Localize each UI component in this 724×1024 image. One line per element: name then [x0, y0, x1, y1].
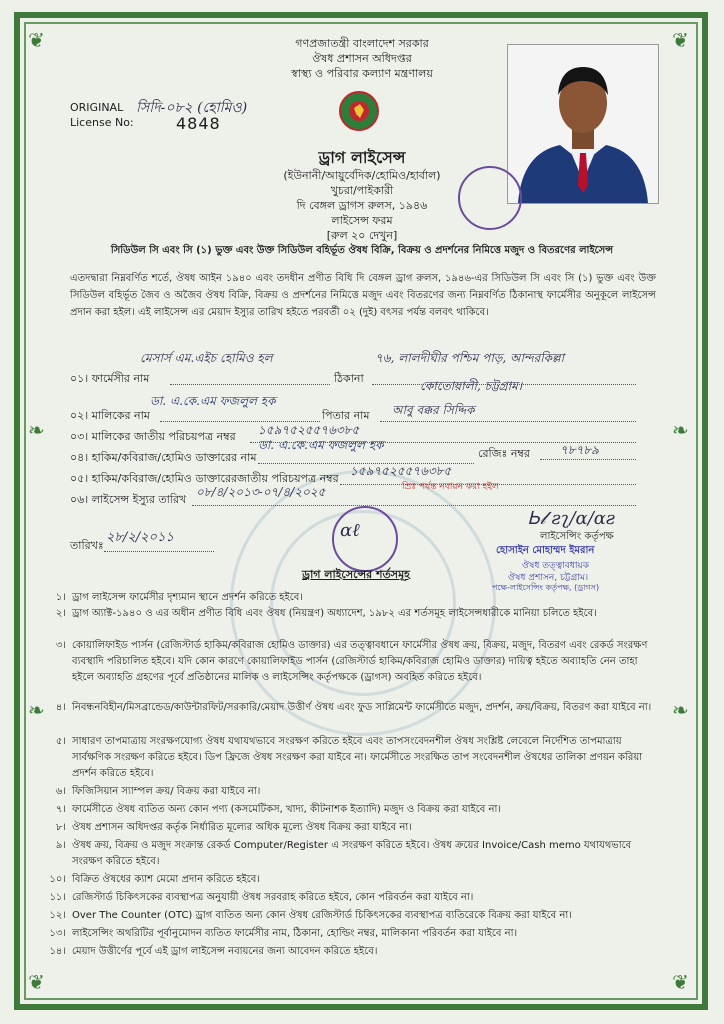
- signatory-title: লাইসেন্সিং কর্তৃপক্ষ: [540, 531, 614, 542]
- doctor-nid-value: ১৫৯৭৫২৫৫৭৬৩৮৫: [350, 464, 452, 478]
- condition-item: ১১। রেজিস্টার্ড চিকিৎসকের ব্যবস্থাপত্র অনুযায়ী ঔষধ সরবরাহ করিতে হইবে, কোন পরিবর্তন করা যাইবে না।: [49, 892, 474, 903]
- issue-date-value: ০৮/৪/২০১৩-০৭/৪/২০২৫: [196, 485, 326, 499]
- vine-ornament-icon: ❦: [28, 970, 45, 994]
- directorate-name: ঔষধ প্রশাসন অধিদপ্তর: [312, 52, 412, 65]
- intro-paragraph: এতদদ্বারা নিম্নবর্ণিত শর্তে, ঔষধ আইন ১৯৪০ এবং তদধীন প্রণীত বিধি দি বেঙ্গল ড্রাগ রুলস, ১৯৪৬-এর সিডিউল সি এবং সি (১) ভুক্ত এবং উক্ত সিডিউল বহির্ভূত জৈব ও অজৈব ঔষধ বিক্রি, বিক্রয় ও প্রদর্শনের নিমিত্তে মজুদ এবং বিতরণের জন্য নিম্নবর্ণিত ঠিকানাস্থ ফার্মেসীর অনুকূলে লাইসেন্স প্রদান করা হইল। এই লাইসেন্স এর মেয়াদ ইস্যুর তারিখ হইতে পরবর্তী ০২ (দুই) বৎসর পর্যন্ত বলবৎ থাকিবে।: [70, 273, 656, 318]
- condition-item: ১২। Over The Counter (OTC) ড্রাগ ব্যতিত অন্য কোন ঔষধ রেজিস্টার্ড চিকিৎসকের ব্যবস্থাপত্র ব্যতিরেকে বিক্রয় করা যাইবে না।: [49, 910, 572, 921]
- condition-item: ৯। ঔষধ ক্রয়, বিক্রয় ও মজুদ সংক্রান্ত রেকর্ড Computer/Register এ সংরক্ষণ করিতে হইবে। ঔষধ ক্রয়ের Invoice/Cash memo যথাযথভাবে সংরক্ষণ করিতে হইবে।: [55, 840, 632, 867]
- owner-name-value: ডা. এ.কে.এম ফজলুল হক: [150, 394, 276, 408]
- father-name-label: পিতার নাম: [322, 409, 370, 422]
- condition-item: ৪। নিবন্ধনবিহীন/মিসব্রান্ডেড/কাউন্টারফিট/সরকারি/মেয়াদ উত্তীর্ণ ঔষধ এবং ফুড সাপ্লিমেন্ট ফার্মেসীতে মজুদ, প্রদর্শন, ক্রয়/বিক্রয়, বিতরণ করা যাইবে না।: [55, 702, 652, 713]
- address-value-2: কোতোয়ালী, চট্টগ্রাম।: [420, 379, 523, 393]
- reg-no-value: ৭৮৭৮৯: [560, 443, 599, 457]
- vine-ornament-icon: ❧: [28, 698, 45, 722]
- category-line: (ইউনানী/আয়ুর্বেদিক/হোমিও/হার্বাল): [283, 169, 441, 182]
- issue-date-label: ০৬। লাইসেন্স ইস্যুর তারিখ: [70, 493, 187, 506]
- condition-item: ৮। ঔষধ প্রশাসন অধিদপ্তর কর্তৃক নির্ধারিত মূল্যের অধিক মূল্যে ঔষধ বিক্রয় করা যাইবে না।: [55, 822, 412, 833]
- nid-value: ১৫৯৭৫২৫৫৭৬৩৮৫: [258, 423, 360, 437]
- reg-no-label: রেজিঃ নম্বর: [478, 447, 530, 460]
- address-label: ঠিকানা: [334, 372, 364, 385]
- form-line: লাইসেন্স ফরম: [331, 214, 393, 227]
- condition-item: ১৪। মেয়াদ উত্তীর্ণের পূর্বে এই ড্রাগ লাইসেন্স নবায়নের জন্য আবেদন করিতে হইবে।: [49, 946, 378, 957]
- license-subtitle: সিডিউল সি এবং সি (১) ভুক্ত এবং উক্ত সিডিউল বহির্ভূত ঔষধ বিক্রি, বিক্রয় ও প্রদর্শনের নিমিত্তে মজুদ ও বিতরণের লাইসেন্স: [110, 245, 614, 256]
- ministry-name: স্বাস্থ্য ও পরিবার কল্যাণ মন্ত্রণালয়: [291, 67, 433, 80]
- renewal-stamp: প্রিঃ পর্যন্ত নবায়ন করা হইল: [402, 482, 499, 492]
- vine-ornament-icon: ❧: [28, 418, 45, 442]
- owner-name-label: ০২। মালিকের নাম: [70, 409, 150, 422]
- condition-item: ১৩। লাইসেন্সিং অথরিটির পূর্বানুমোদন ব্যতিত ফার্মেসীর নাম, ঠিকানা, হোল্ডিং নম্বর, মালিকানা পরিবর্তন করা যাইবে না।: [49, 928, 518, 939]
- license-serial: 4848: [176, 114, 221, 133]
- pharmacy-name-value: মেসার্স এম.এইচ হোমিও হল: [140, 351, 273, 365]
- nid-label: ০৩। মালিকের জাতীয় পরিচয়পত্র নম্বর: [70, 430, 236, 443]
- vine-ornament-icon: ❦: [672, 970, 689, 994]
- vine-ornament-icon: ❦: [28, 28, 45, 52]
- original-label: ORIGINAL: [70, 101, 124, 114]
- pharmacy-name-label: ০১। ফার্মেসীর নাম: [70, 372, 150, 385]
- official-seal: [458, 166, 522, 230]
- rules-line: দি বেঙ্গল ড্রাগস রুলস, ১৯৪৬: [296, 199, 428, 212]
- signatory-designation: ঔষধ তত্ত্বাবধায়ক: [522, 561, 590, 571]
- license-no-value: সিদি-০৮২ (হোমিও): [136, 100, 248, 116]
- conditions-heading: ড্রাগ লাইসেন্সের শর্তসমূহ: [302, 568, 410, 581]
- signatory-name: হোসাইন মোহাম্মদ ইমরান: [496, 545, 595, 556]
- authority-signature: Ꮟ𝓁 ƨʅ/ɑ/ɑƨ: [528, 508, 616, 529]
- condition-item: ৫। সাধারণ তাপমাত্রায় সংরক্ষণযোগ্য ঔষধ যথাযথভাবে সংরক্ষণ করিতে হইবে এবং তাপসংবেদনশীল ঔষধ সংশ্লিষ্ট লেবেলে নির্দেশিত তাপমাত্রায় সার্বক্ষণিক সংরক্ষণ করিতে হইবে। ডিপ ফ্রিজে ঔষধ সংরক্ষণ করা যাইবে না। ফার্মেসীতে সংরক্ষিত তাপ সংবেদনশীল ঔষধের তালিকা প্রণয়ন করিয়া প্রদর্শন করিতে হইবে।: [55, 736, 643, 779]
- condition-item: ৬। ফিজিসিয়ান স্যাম্পল ক্রয়/ বিক্রয় করা যাইবে না।: [55, 786, 261, 797]
- doctor-name-label: ০৪। হাকিম/কবিরাজ/হোমিও ডাক্তারের নাম: [70, 451, 257, 464]
- vine-ornament-icon: ❧: [672, 698, 689, 722]
- vine-ornament-icon: ❧: [672, 418, 689, 442]
- father-name-value: আবু বক্কর সিদ্দিক: [392, 403, 475, 417]
- license-no-label: License No:: [70, 116, 134, 129]
- condition-item: ৭। ফার্মেসীতে ঔষধ ব্যতিত অন্য কোন পণ্য (কসমেটিকস, খাদ্য, কীটনাশক ইত্যাদি) মজুদ ও বিক্রয় করা যাইবে না।: [55, 804, 501, 815]
- vine-ornament-icon: ❦: [672, 28, 689, 52]
- condition-item: ৩। কোয়ালিফাইড পার্সন (রেজিস্টার্ড হাকিম/কবিরাজ হোমিও ডাক্তার) এর তত্ত্বাবধানে ফার্মেসীর ঔষধ ক্রয়, বিক্রয়, মজুদ, বিতরণ এবং রেকর্ড সংরক্ষণ ব্যবস্থাদি পরিচালিত হইবে। যদি কোন কারণে কোয়ালিফাইড পার্সন (রেজিস্টার্ড হাকিম/কবিরাজ হোমিও ডাক্তার) দায়িত্ব হইতে অব্যাহতি নেন তাহা হইলে অব্যাহতি গ্রহণের পূর্বে প্রতিষ্ঠানের মালিক ও লাইসেন্সিং কর্তৃপক্ষকে (ড্রাগস) অবহিত করিতে হইবে।: [55, 640, 648, 683]
- signatory-office: ঔষধ প্রশাসন, চট্টগ্রাম।: [508, 573, 589, 583]
- signatory-role: পক্ষে-লাইসেন্সিং কর্তৃপক্ষ, (ড্রাগস): [492, 583, 600, 592]
- govt-name: গণপ্রজাতন্ত্রী বাংলাদেশ সরকার: [295, 37, 429, 50]
- doctor-name-value: ডা. এ.কে.এম ফজলুল হক: [258, 438, 384, 452]
- doctor-nid-label: ০৫। হাকিম/কবিরাজ/হোমিও ডাক্তারেরজাতীয় পরিচয়পত্র নম্বর: [70, 472, 339, 485]
- document-title: ড্রাগ লাইসেন্স: [318, 148, 406, 167]
- date-value: ২৮/২/২০১১: [106, 530, 174, 545]
- condition-item: ১। ড্রাগ লাইসেন্স ফার্মেসীর দৃশ্যমান স্থানে প্রদর্শন করিতে হইবে।: [55, 592, 303, 603]
- condition-item: ২। ড্রাগ অ্যাক্ট-১৯৪০ ও এর অধীন প্রণীত বিধি এবং ঔষধ (নিয়ন্ত্রণ) অধ্যাদেশ, ১৯৮২ এর শর্তসমূহ লাইসেন্সধারীকে মানিয়া চলিতে হইবে।: [55, 608, 597, 619]
- address-value-1: ৭৬, লালদীঘীর পশ্চিম পাড়, আন্দরকিল্লা: [375, 351, 565, 365]
- center-signature: ɑℓ: [340, 520, 360, 541]
- date-label: তারিখঃ: [70, 539, 104, 552]
- government-logo: [338, 90, 380, 132]
- condition-item: ১০। বিক্রিত ঔষধের ক্যাশ মেমো প্রদান করিতে হইবে।: [49, 874, 260, 885]
- retail-line: খুচরা/পাইকারী: [330, 184, 394, 197]
- rule-reference: [রুল ২০ দেখুন]: [326, 229, 398, 242]
